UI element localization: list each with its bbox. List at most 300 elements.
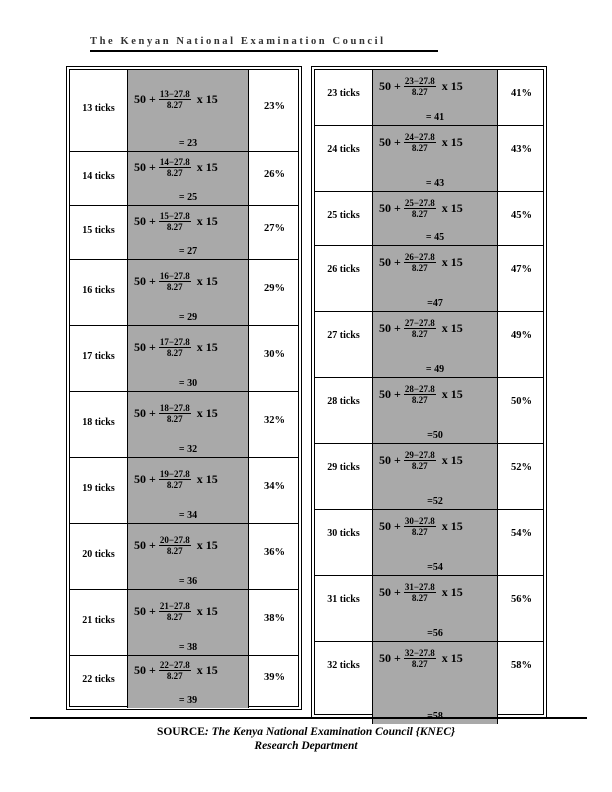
percentage-cell xyxy=(249,590,300,655)
multiplier: x 15 xyxy=(196,160,218,174)
subtract-mean: −27.8 xyxy=(168,601,190,611)
source-org: : The Kenya National Examination Council {KNEC} xyxy=(204,726,456,738)
percentage-cell xyxy=(249,152,300,205)
tick-count: 21 xyxy=(159,601,169,611)
fraction xyxy=(159,337,191,358)
source-line-1 xyxy=(0,725,612,739)
fraction-denominator: 8.27 xyxy=(166,222,183,232)
calculation-result: =52 xyxy=(427,496,443,507)
calculation-result: = 27 xyxy=(178,246,198,257)
table-row xyxy=(315,378,543,444)
multiplier: x 15 xyxy=(441,585,463,599)
fraction-numerator xyxy=(159,89,191,100)
ticks-cell xyxy=(315,642,372,724)
multiplier: x 15 xyxy=(196,663,218,677)
multiplier: x 15 xyxy=(196,274,218,288)
ticks-label: 28 ticks xyxy=(327,396,360,407)
table-row xyxy=(70,206,298,260)
ticks-cell xyxy=(315,510,372,575)
multiplier: x 15 xyxy=(441,321,463,335)
fraction xyxy=(404,198,436,219)
calculation-cell xyxy=(372,70,498,125)
calculation-result: = 34 xyxy=(178,510,198,521)
fraction xyxy=(159,535,191,556)
ticks-cell xyxy=(70,392,127,457)
fraction-denominator: 8.27 xyxy=(166,100,183,110)
ticks-label: 21 ticks xyxy=(82,615,115,626)
left-table-body xyxy=(69,69,299,707)
ticks-label: 23 ticks xyxy=(327,88,360,99)
percentage-cell xyxy=(249,260,300,325)
source-note xyxy=(0,725,612,753)
tick-count: 27 xyxy=(404,318,414,328)
formula-base: 50 + xyxy=(134,538,156,552)
fraction-denominator: 8.27 xyxy=(411,395,428,405)
formula xyxy=(379,132,463,153)
formula xyxy=(134,660,218,681)
fraction xyxy=(404,384,436,405)
formula-base: 50 + xyxy=(134,604,156,618)
ticks-label: 27 ticks xyxy=(327,330,360,341)
source-label: SOURCE xyxy=(156,726,205,738)
fraction xyxy=(404,516,436,537)
formula xyxy=(379,384,463,405)
formula xyxy=(134,157,218,178)
tick-count: 31 xyxy=(404,582,414,592)
calculation-cell xyxy=(372,576,498,641)
formula xyxy=(379,198,463,219)
formula xyxy=(134,535,218,556)
multiplier: x 15 xyxy=(441,453,463,467)
fraction-numerator xyxy=(404,132,436,143)
right-table-body xyxy=(314,69,544,715)
table-row xyxy=(315,444,543,510)
multiplier: x 15 xyxy=(196,92,218,106)
calculation-cell xyxy=(127,656,249,708)
fraction xyxy=(159,211,191,232)
ticks-cell xyxy=(70,260,127,325)
percentage-cell xyxy=(498,126,545,191)
formula xyxy=(134,469,218,490)
formula xyxy=(134,403,218,424)
percentage-value: 26% xyxy=(264,169,285,180)
fraction xyxy=(404,582,436,603)
ticks-cell xyxy=(70,152,127,205)
formula-base: 50 + xyxy=(134,406,156,420)
formula-base: 50 + xyxy=(379,201,401,215)
multiplier: x 15 xyxy=(196,604,218,618)
calculation-cell xyxy=(372,126,498,191)
fraction-numerator xyxy=(404,582,436,593)
right-conversion-table xyxy=(311,66,547,718)
subtract-mean: −27.8 xyxy=(413,450,435,460)
percentage-cell xyxy=(249,458,300,523)
fraction xyxy=(159,469,191,490)
tick-count: 26 xyxy=(404,252,414,262)
formula xyxy=(134,271,218,292)
formula-base: 50 + xyxy=(379,519,401,533)
percentage-cell xyxy=(498,246,545,311)
ticks-cell xyxy=(315,246,372,311)
fraction xyxy=(159,403,191,424)
calculation-cell xyxy=(127,70,249,151)
fraction-numerator xyxy=(159,535,191,546)
percentage-value: 47% xyxy=(511,264,532,275)
calculation-result: = 41 xyxy=(425,112,445,123)
percentage-cell xyxy=(498,70,545,125)
formula xyxy=(134,89,218,110)
tick-count: 22 xyxy=(159,660,169,670)
ticks-label: 17 ticks xyxy=(82,351,115,362)
formula xyxy=(379,582,463,603)
calculation-cell xyxy=(127,524,249,589)
tick-count: 19 xyxy=(159,469,169,479)
fraction-numerator xyxy=(159,660,191,671)
fraction xyxy=(159,271,191,292)
source-line-2: Research Department xyxy=(254,740,358,752)
ticks-label: 25 ticks xyxy=(327,210,360,221)
multiplier: x 15 xyxy=(196,406,218,420)
formula xyxy=(379,318,463,339)
calculation-result: = 38 xyxy=(178,642,198,653)
fraction xyxy=(404,318,436,339)
ticks-cell xyxy=(315,576,372,641)
percentage-value: 50% xyxy=(511,396,532,407)
table-row xyxy=(70,656,298,708)
percentage-cell xyxy=(498,576,545,641)
percentage-cell xyxy=(498,192,545,245)
table-row xyxy=(315,192,543,246)
formula-base: 50 + xyxy=(379,387,401,401)
ticks-label: 13 ticks xyxy=(82,103,115,114)
left-conversion-table xyxy=(66,66,302,710)
percentage-value: 23% xyxy=(264,101,285,112)
subtract-mean: −27.8 xyxy=(413,384,435,394)
formula-base: 50 + xyxy=(134,92,156,106)
multiplier: x 15 xyxy=(441,519,463,533)
subtract-mean: −27.8 xyxy=(168,271,190,281)
tick-count: 14 xyxy=(159,157,169,167)
fraction-numerator xyxy=(404,516,436,527)
formula-base: 50 + xyxy=(134,274,156,288)
fraction-denominator: 8.27 xyxy=(411,263,428,273)
calculation-cell xyxy=(127,260,249,325)
table-row xyxy=(315,70,543,126)
footer-rule xyxy=(30,717,587,719)
formula xyxy=(134,211,218,232)
ticks-label: 30 ticks xyxy=(327,528,360,539)
formula-base: 50 + xyxy=(134,663,156,677)
ticks-cell xyxy=(315,126,372,191)
percentage-cell xyxy=(498,444,545,509)
tick-count: 28 xyxy=(404,384,414,394)
subtract-mean: −27.8 xyxy=(413,252,435,262)
calculation-result: =47 xyxy=(427,298,443,309)
percentage-cell xyxy=(249,656,300,708)
calculation-result: =50 xyxy=(427,430,443,441)
fraction-numerator xyxy=(404,252,436,263)
fraction-numerator xyxy=(159,469,191,480)
formula xyxy=(379,648,463,669)
calculation-cell xyxy=(372,192,498,245)
ticks-cell xyxy=(70,206,127,259)
fraction-numerator xyxy=(404,384,436,395)
tick-count: 18 xyxy=(159,403,169,413)
fraction xyxy=(159,157,191,178)
ticks-label: 31 ticks xyxy=(327,594,360,605)
tick-count: 32 xyxy=(404,648,414,658)
fraction-denominator: 8.27 xyxy=(166,282,183,292)
percentage-value: 34% xyxy=(264,481,285,492)
fraction-denominator: 8.27 xyxy=(166,414,183,424)
fraction-numerator xyxy=(404,450,436,461)
ticks-label: 22 ticks xyxy=(82,674,115,685)
calculation-cell xyxy=(372,312,498,377)
subtract-mean: −27.8 xyxy=(168,337,190,347)
calculation-result: = 36 xyxy=(178,576,198,587)
formula xyxy=(379,252,463,273)
table-row xyxy=(315,510,543,576)
table-row xyxy=(315,576,543,642)
calculation-result: = 23 xyxy=(178,138,198,149)
fraction xyxy=(404,648,436,669)
fraction-denominator: 8.27 xyxy=(411,143,428,153)
calculation-cell xyxy=(127,392,249,457)
subtract-mean: −27.8 xyxy=(168,211,190,221)
calculation-result: = 25 xyxy=(178,192,198,203)
percentage-cell xyxy=(498,378,545,443)
fraction-numerator xyxy=(159,271,191,282)
ticks-cell xyxy=(315,378,372,443)
subtract-mean: −27.8 xyxy=(413,198,435,208)
ticks-label: 24 ticks xyxy=(327,144,360,155)
percentage-value: 49% xyxy=(511,330,532,341)
percentage-cell xyxy=(249,206,300,259)
ticks-label: 18 ticks xyxy=(82,417,115,428)
table-row xyxy=(70,152,298,206)
percentage-value: 29% xyxy=(264,283,285,294)
ticks-label: 26 ticks xyxy=(327,264,360,275)
percentage-cell xyxy=(249,524,300,589)
percentage-value: 43% xyxy=(511,144,532,155)
percentage-value: 41% xyxy=(511,88,532,99)
formula-base: 50 + xyxy=(379,255,401,269)
formula-base: 50 + xyxy=(379,651,401,665)
subtract-mean: −27.8 xyxy=(413,648,435,658)
subtract-mean: −27.8 xyxy=(168,469,190,479)
subtract-mean: −27.8 xyxy=(168,660,190,670)
formula-base: 50 + xyxy=(134,472,156,486)
formula-base: 50 + xyxy=(134,160,156,174)
formula-base: 50 + xyxy=(134,214,156,228)
fraction-denominator: 8.27 xyxy=(411,527,428,537)
fraction-numerator xyxy=(404,648,436,659)
ticks-cell xyxy=(315,312,372,377)
header-underline xyxy=(90,50,438,52)
formula-base: 50 + xyxy=(379,321,401,335)
calculation-cell xyxy=(127,590,249,655)
percentage-value: 32% xyxy=(264,415,285,426)
fraction-numerator xyxy=(404,198,436,209)
calculation-result: = 32 xyxy=(178,444,198,455)
table-row xyxy=(70,260,298,326)
tick-count: 24 xyxy=(404,132,414,142)
table-row xyxy=(70,326,298,392)
fraction xyxy=(159,601,191,622)
fraction-denominator: 8.27 xyxy=(411,87,428,97)
ticks-cell xyxy=(70,326,127,391)
formula-base: 50 + xyxy=(379,79,401,93)
ticks-label: 20 ticks xyxy=(82,549,115,560)
fraction-numerator xyxy=(404,76,436,87)
ticks-cell xyxy=(70,70,127,151)
percentage-value: 54% xyxy=(511,528,532,539)
calculation-result: = 45 xyxy=(425,232,445,243)
calculation-cell xyxy=(372,642,498,724)
tick-count: 29 xyxy=(404,450,414,460)
formula-base: 50 + xyxy=(379,135,401,149)
ticks-label: 15 ticks xyxy=(82,225,115,236)
fraction-numerator xyxy=(159,337,191,348)
ticks-cell xyxy=(70,458,127,523)
percentage-cell xyxy=(498,312,545,377)
multiplier: x 15 xyxy=(196,340,218,354)
percentage-cell xyxy=(249,392,300,457)
percentage-value: 45% xyxy=(511,210,532,221)
ticks-cell xyxy=(315,70,372,125)
subtract-mean: −27.8 xyxy=(168,403,190,413)
percentage-value: 27% xyxy=(264,223,285,234)
tick-count: 23 xyxy=(404,76,414,86)
subtract-mean: −27.8 xyxy=(413,516,435,526)
multiplier: x 15 xyxy=(196,538,218,552)
calculation-cell xyxy=(372,444,498,509)
fraction-denominator: 8.27 xyxy=(411,461,428,471)
calculation-cell xyxy=(127,206,249,259)
subtract-mean: −27.8 xyxy=(413,318,435,328)
calculation-result: =56 xyxy=(427,628,443,639)
formula xyxy=(134,337,218,358)
tick-count: 20 xyxy=(159,535,169,545)
fraction-denominator: 8.27 xyxy=(166,480,183,490)
tick-count: 15 xyxy=(159,211,169,221)
calculation-result: = 43 xyxy=(425,178,445,189)
formula-base: 50 + xyxy=(379,585,401,599)
fraction xyxy=(159,89,191,110)
fraction-denominator: 8.27 xyxy=(411,329,428,339)
percentage-cell xyxy=(498,510,545,575)
formula xyxy=(379,76,463,97)
multiplier: x 15 xyxy=(196,472,218,486)
fraction-denominator: 8.27 xyxy=(166,348,183,358)
ticks-cell xyxy=(315,192,372,245)
fraction-denominator: 8.27 xyxy=(411,659,428,669)
percentage-cell xyxy=(498,642,545,724)
table-row xyxy=(70,524,298,590)
multiplier: x 15 xyxy=(441,651,463,665)
percentage-value: 30% xyxy=(264,349,285,360)
formula xyxy=(379,516,463,537)
fraction-numerator xyxy=(159,157,191,168)
ticks-cell xyxy=(70,656,127,708)
calculation-result: = 39 xyxy=(178,695,198,706)
subtract-mean: −27.8 xyxy=(413,582,435,592)
calculation-result: = 49 xyxy=(425,364,445,375)
subtract-mean: −27.8 xyxy=(168,157,190,167)
ticks-label: 14 ticks xyxy=(82,171,115,182)
table-row xyxy=(315,246,543,312)
calculation-result: = 30 xyxy=(178,378,198,389)
ticks-cell xyxy=(315,444,372,509)
table-row xyxy=(70,70,298,152)
fraction-denominator: 8.27 xyxy=(411,209,428,219)
fraction xyxy=(404,450,436,471)
tick-count: 25 xyxy=(404,198,414,208)
fraction-denominator: 8.27 xyxy=(166,612,183,622)
ticks-label: 29 ticks xyxy=(327,462,360,473)
multiplier: x 15 xyxy=(441,387,463,401)
formula xyxy=(379,450,463,471)
multiplier: x 15 xyxy=(441,201,463,215)
fraction-numerator xyxy=(404,318,436,329)
tick-count: 30 xyxy=(404,516,414,526)
formula-base: 50 + xyxy=(134,340,156,354)
percentage-value: 52% xyxy=(511,462,532,473)
multiplier: x 15 xyxy=(441,135,463,149)
fraction xyxy=(404,132,436,153)
multiplier: x 15 xyxy=(441,79,463,93)
percentage-value: 58% xyxy=(511,660,532,671)
fraction-denominator: 8.27 xyxy=(166,671,183,681)
calculation-cell xyxy=(127,458,249,523)
table-row xyxy=(315,312,543,378)
subtract-mean: −27.8 xyxy=(168,89,190,99)
subtract-mean: −27.8 xyxy=(413,132,435,142)
fraction-denominator: 8.27 xyxy=(411,593,428,603)
fraction-denominator: 8.27 xyxy=(166,546,183,556)
multiplier: x 15 xyxy=(196,214,218,228)
ticks-cell xyxy=(70,524,127,589)
calculation-cell xyxy=(127,326,249,391)
fraction-denominator: 8.27 xyxy=(166,168,183,178)
calculation-cell xyxy=(127,152,249,205)
calculation-result: =54 xyxy=(427,562,443,573)
percentage-cell xyxy=(249,70,300,151)
multiplier: x 15 xyxy=(441,255,463,269)
tick-count: 13 xyxy=(159,89,169,99)
fraction xyxy=(159,660,191,681)
fraction-numerator xyxy=(159,601,191,612)
table-row xyxy=(70,392,298,458)
subtract-mean: −27.8 xyxy=(168,535,190,545)
calculation-result: = 29 xyxy=(178,312,198,323)
fraction xyxy=(404,252,436,273)
percentage-value: 36% xyxy=(264,547,285,558)
ticks-cell xyxy=(70,590,127,655)
table-row xyxy=(70,590,298,656)
percentage-cell xyxy=(249,326,300,391)
ticks-label: 32 ticks xyxy=(327,660,360,671)
percentage-value: 39% xyxy=(264,672,285,683)
percentage-value: 38% xyxy=(264,613,285,624)
fraction xyxy=(404,76,436,97)
formula-base: 50 + xyxy=(379,453,401,467)
table-row xyxy=(70,458,298,524)
table-row xyxy=(315,642,543,724)
percentage-value: 56% xyxy=(511,594,532,605)
calculation-cell xyxy=(372,378,498,443)
fraction-numerator xyxy=(159,211,191,222)
